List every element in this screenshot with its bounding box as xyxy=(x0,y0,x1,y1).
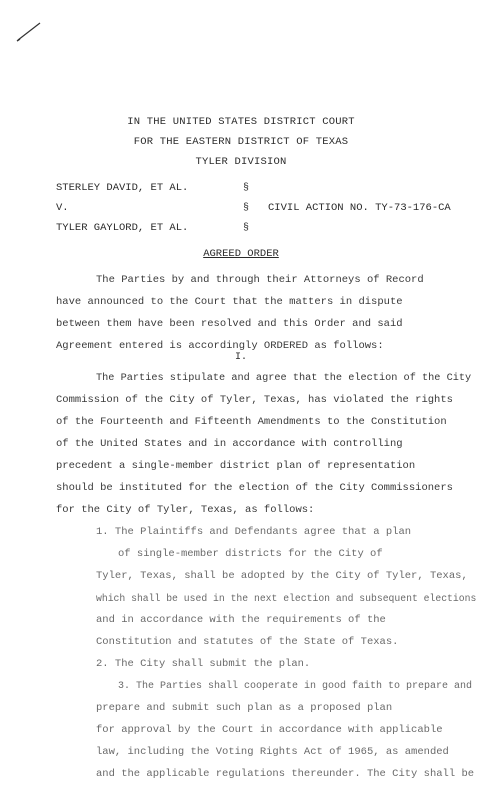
caption-separator: § xyxy=(243,183,250,194)
body-line: precedent a single-member district plan of representation xyxy=(56,460,416,472)
body-line: should be instituted for the election of the City Commissioners xyxy=(56,482,453,494)
plaintiff-name: STERLEY DAVID, ET AL. xyxy=(56,182,189,194)
body-line: prepare and submit such plan as a proposed plan xyxy=(96,702,393,714)
body-line: Agreement entered is accordingly ORDERED as follows: xyxy=(56,340,384,352)
body-line: which shall be used in the next election and subsequent elections xyxy=(96,593,477,604)
case-number: CIVIL ACTION NO. TY-73-176-CA xyxy=(268,202,451,214)
body-line: between them have been resolved and this Order and said xyxy=(56,318,403,330)
body-line: of the United States and in accordance with controlling xyxy=(56,438,403,450)
court-name: IN THE UNITED STATES DISTRICT COURT xyxy=(127,116,355,128)
body-line: Commission of the City of Tyler, Texas, has violated the rights xyxy=(56,394,453,406)
body-line: for approval by the Court in accordance with applicable xyxy=(96,724,443,736)
body-line: of the Fourteenth and Fifteenth Amendments to the Constitution xyxy=(56,416,447,428)
body-line: 1. The Plaintiffs and Defendants agree that a plan xyxy=(96,526,412,538)
caption-separator: § xyxy=(243,223,250,234)
body-line: for the City of Tyler, Texas, as follows: xyxy=(56,504,315,516)
document-title-text: AGREED ORDER xyxy=(203,248,279,260)
body-line: 2. The City shall submit the plan. xyxy=(96,658,311,670)
division-name: TYLER DIVISION xyxy=(195,156,287,168)
body-line: of single-member districts for the City of xyxy=(118,548,383,560)
body-line: and the applicable regulations thereunder. The City shall be xyxy=(96,768,475,780)
body-line: law, including the Voting Rights Act of 1965, as amended xyxy=(96,746,449,758)
body-line: 3. The Parties shall cooperate in good faith to prepare and xyxy=(118,681,473,692)
district-name: FOR THE EASTERN DISTRICT OF TEXAS xyxy=(133,136,349,148)
body-line: Constitution and statutes of the State of Texas. xyxy=(96,636,399,648)
versus-label: V. xyxy=(56,202,69,214)
body-line: and in accordance with the requirements of the xyxy=(96,614,386,626)
body-line: The Parties stipulate and agree that the election of the City xyxy=(96,372,472,384)
defendant-name: TYLER GAYLORD, ET AL. xyxy=(56,222,189,234)
caption-separator: § xyxy=(243,203,250,214)
section-number: I. xyxy=(234,352,247,363)
body-line: Tyler, Texas, shall be adopted by the City of Tyler, Texas, xyxy=(96,570,468,582)
document-title xyxy=(0,248,482,261)
body-line: The Parties by and through their Attorneys of Record xyxy=(96,274,424,286)
body-line: have announced to the Court that the matters in dispute xyxy=(56,296,403,308)
pen-mark xyxy=(16,20,42,42)
